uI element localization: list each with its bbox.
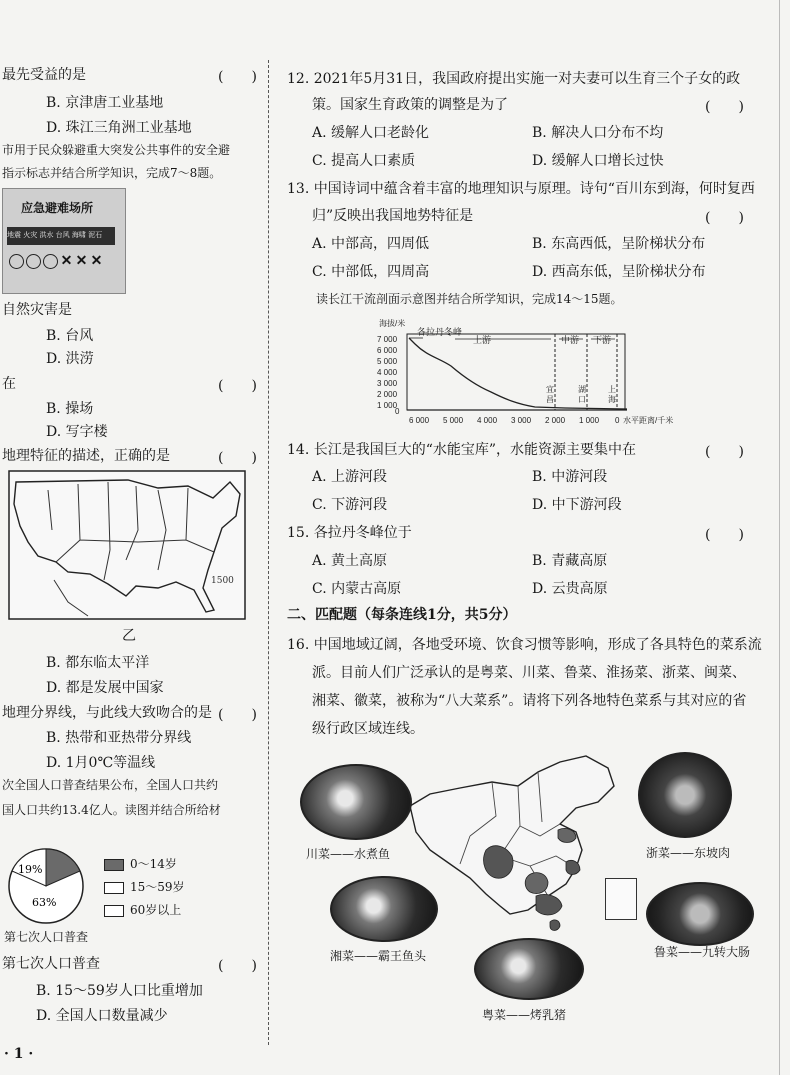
- q16-stem-line4: 级行政区域连线。: [312, 721, 424, 737]
- emergency-sign-photo: [2, 188, 126, 294]
- profile-city-hukou-1: 湖: [578, 385, 586, 394]
- q16-stem-line2: 派。目前人们广泛承认的是粤菜、川菜、鲁菜、淮扬菜、浙菜、闽菜、: [312, 665, 746, 681]
- legend-0-14: 0～14岁: [104, 857, 177, 872]
- q13-option-b[interactable]: B. 东高西低，呈阶梯状分布: [532, 236, 706, 252]
- q13-option-c[interactable]: C. 中部低，四周高: [312, 264, 430, 280]
- section-2-heading: 二、匹配题（每条连线1分，共5分）: [287, 607, 517, 623]
- profile-x-title: 水平距离/千米: [623, 416, 674, 425]
- answer-paren-14[interactable]: ( ): [705, 444, 744, 460]
- q15-stem: 15. 各拉丹冬峰位于: [287, 525, 412, 541]
- q8-option-d: D. 写字楼: [46, 424, 108, 440]
- q12-option-a[interactable]: A. 缓解人口老龄化: [312, 125, 430, 141]
- photo-lu-cai: [646, 882, 754, 946]
- profile-lower-label: 下游: [593, 336, 612, 346]
- profile-peak-label: 各拉丹冬峰: [417, 328, 463, 338]
- answer-paren-6[interactable]: ( ): [218, 69, 257, 85]
- photo-yue-cai: [474, 938, 584, 1000]
- q13-stem-line2: 归”反映出我国地势特征是: [312, 208, 474, 224]
- usa-map: [8, 470, 246, 620]
- intro-11-line1: 次全国人口普查结果公布，全国人口共约: [2, 778, 219, 792]
- q11-stem-tail: 第七次人口普查: [2, 956, 100, 972]
- sign-disaster-row: 地震 火灾 洪水 台风 海啸 泥石: [7, 231, 103, 239]
- label-zhe-cai: 浙菜——东坡肉: [646, 846, 731, 860]
- x-tick-4000: 4 000: [477, 416, 498, 425]
- profile-middle-label: 中游: [561, 336, 580, 346]
- q9-stem-tail: 地理特征的描述，正确的是: [2, 448, 170, 464]
- q13-option-d[interactable]: D. 西高东低，呈阶梯状分布: [532, 264, 706, 280]
- profile-city-hukou-2: 口: [578, 395, 586, 404]
- answer-paren-12[interactable]: ( ): [705, 99, 744, 115]
- map-caption: 乙: [122, 628, 136, 644]
- profile-city-yichang-1: 宜: [546, 385, 554, 394]
- population-pie: [6, 846, 86, 926]
- x-tick-0: 0: [615, 416, 620, 425]
- y-tick-5000: 5 000: [377, 357, 398, 366]
- label-lu-cai: 鲁菜——九转大肠: [654, 945, 751, 959]
- x-tick-6000: 6 000: [409, 416, 430, 425]
- q14-option-d[interactable]: D. 中下游河段: [532, 497, 622, 513]
- q10-option-d: D. 1月0℃等温线: [46, 755, 156, 771]
- pie-caption: 第七次人口普查: [4, 930, 89, 944]
- intro-11-line2: 国人口共约13.4亿人。读图并结合所给材: [2, 803, 221, 817]
- pie-label-63: 63%: [32, 896, 57, 909]
- yangtze-profile-chart: [365, 316, 695, 432]
- q8-stem-tail: 在: [2, 376, 16, 392]
- photo-chuan-cai: [300, 764, 412, 840]
- profile-upper-label: 上游: [473, 336, 492, 346]
- x-tick-1000: 1 000: [579, 416, 600, 425]
- q6-option-b: B. 京津唐工业基地: [46, 95, 164, 111]
- profile-city-shanghai-2: 海: [608, 395, 616, 404]
- sign-marks: ✕ ✕ ✕: [9, 253, 105, 269]
- page-edge: [779, 0, 780, 1075]
- q11-option-b: B. 15～59岁人口比重增加: [36, 983, 203, 999]
- y-tick-0: 0: [395, 407, 400, 416]
- y-tick-3000: 3 000: [377, 379, 398, 388]
- q10-option-b: B. 热带和亚热带分界线: [46, 730, 192, 746]
- q15-option-b[interactable]: B. 青藏高原: [532, 553, 608, 569]
- answer-paren-8[interactable]: ( ): [218, 378, 257, 394]
- q15-option-d[interactable]: D. 云贵高原: [532, 581, 608, 597]
- photo-zhe-cai: [638, 752, 732, 838]
- q7-option-d: D. 洪涝: [46, 351, 94, 367]
- region-hunan[interactable]: [525, 873, 548, 894]
- q11-option-d: D. 全国人口数量减少: [36, 1008, 168, 1024]
- q6-stem-tail: 最先受益的是: [2, 67, 86, 83]
- column-divider: [268, 60, 269, 1045]
- x-tick-2000: 2 000: [545, 416, 566, 425]
- q12-option-d[interactable]: D. 缓解人口增长过快: [532, 153, 664, 169]
- y-tick-2000: 2 000: [377, 390, 398, 399]
- q14-option-c[interactable]: C. 下游河段: [312, 497, 388, 513]
- pie-label-19: 19%: [18, 863, 43, 876]
- q16-stem-line3: 湘菜、徽菜，被称为“八大菜系”。请将下列各地特色菜系与其对应的省: [312, 693, 747, 709]
- intro-7-8-line1: 市用于民众躲避重大突发公共事件的安全避: [2, 143, 231, 157]
- profile-y-title: 海拔/米: [379, 319, 406, 328]
- intro-14-15: 读长江干流剖面示意图并结合所学知识，完成14～15题。: [316, 292, 623, 306]
- q15-option-a[interactable]: A. 黄土高原: [312, 553, 388, 569]
- q12-stem-line1: 12. 2021年5月31日，我国政府提出实施一对夫妻可以生育三个子女的政: [287, 71, 741, 87]
- q6-option-d: D. 珠江三角洲工业基地: [46, 120, 192, 136]
- q12-option-b[interactable]: B. 解决人口分布不均: [532, 125, 664, 141]
- region-guangdong[interactable]: [536, 894, 562, 914]
- q12-option-c[interactable]: C. 提高人口素质: [312, 153, 416, 169]
- south-china-sea-inset: [605, 878, 637, 920]
- y-tick-1000: 1 000: [377, 401, 398, 410]
- answer-paren-10[interactable]: ( ): [218, 707, 257, 723]
- photo-xiang-cai: [330, 876, 438, 942]
- q13-stem-line1: 13. 中国诗词中蕴含着丰富的地理知识与原理。诗句“百川东到海，何时复西: [287, 181, 755, 197]
- legend-15-59: 15～59岁: [104, 880, 185, 895]
- q10-stem-tail: 地理分界线，与此线大致吻合的是: [2, 705, 212, 721]
- q14-option-b[interactable]: B. 中游河段: [532, 469, 608, 485]
- q9-option-d: D. 都是发展中国家: [46, 680, 164, 696]
- label-yue-cai: 粤菜——烤乳猪: [482, 1008, 567, 1022]
- y-tick-4000: 4 000: [377, 368, 398, 377]
- profile-city-shanghai-1: 上: [608, 385, 616, 394]
- q13-option-a[interactable]: A. 中部高，四周低: [312, 236, 430, 252]
- map-label-1500: 1500: [211, 576, 234, 586]
- legend-60-plus: 60岁以上: [104, 903, 181, 918]
- q7-option-b: B. 台风: [46, 328, 94, 344]
- answer-paren-15[interactable]: ( ): [705, 527, 744, 543]
- q14-stem: 14. 长江是我国巨大的“水能宝库”，水能资源主要集中在: [287, 442, 637, 458]
- q9-option-b: B. 都东临太平洋: [46, 655, 150, 671]
- q16-stem-line1: 16. 中国地域辽阔，各地受环境、饮食习惯等影响，形成了各具特色的菜系流: [287, 637, 762, 653]
- q14-option-a[interactable]: A. 上游河段: [312, 469, 388, 485]
- page-number: · 1 ·: [4, 1046, 34, 1062]
- label-chuan-cai: 川菜——水煮鱼: [306, 847, 391, 861]
- answer-paren-9[interactable]: ( ): [218, 450, 257, 466]
- y-tick-7000: 7 000: [377, 335, 398, 344]
- sign-title: 应急避难场所: [21, 201, 94, 215]
- profile-city-yichang-2: 昌: [546, 395, 554, 404]
- y-tick-6000: 6 000: [377, 346, 398, 355]
- q7-stem-tail: 自然灾害是: [2, 302, 72, 318]
- q8-option-b: B. 操场: [46, 401, 94, 417]
- answer-paren-11[interactable]: ( ): [218, 958, 257, 974]
- x-tick-5000: 5 000: [443, 416, 464, 425]
- x-tick-3000: 3 000: [511, 416, 532, 425]
- intro-7-8-line2: 指示标志并结合所学知识，完成7～8题。: [2, 166, 222, 180]
- answer-paren-13[interactable]: ( ): [705, 210, 744, 226]
- q15-option-c[interactable]: C. 内蒙古高原: [312, 581, 402, 597]
- label-xiang-cai: 湘菜——霸王鱼头: [330, 949, 427, 963]
- q12-stem-line2: 策。国家生育政策的调整是为了: [312, 97, 508, 113]
